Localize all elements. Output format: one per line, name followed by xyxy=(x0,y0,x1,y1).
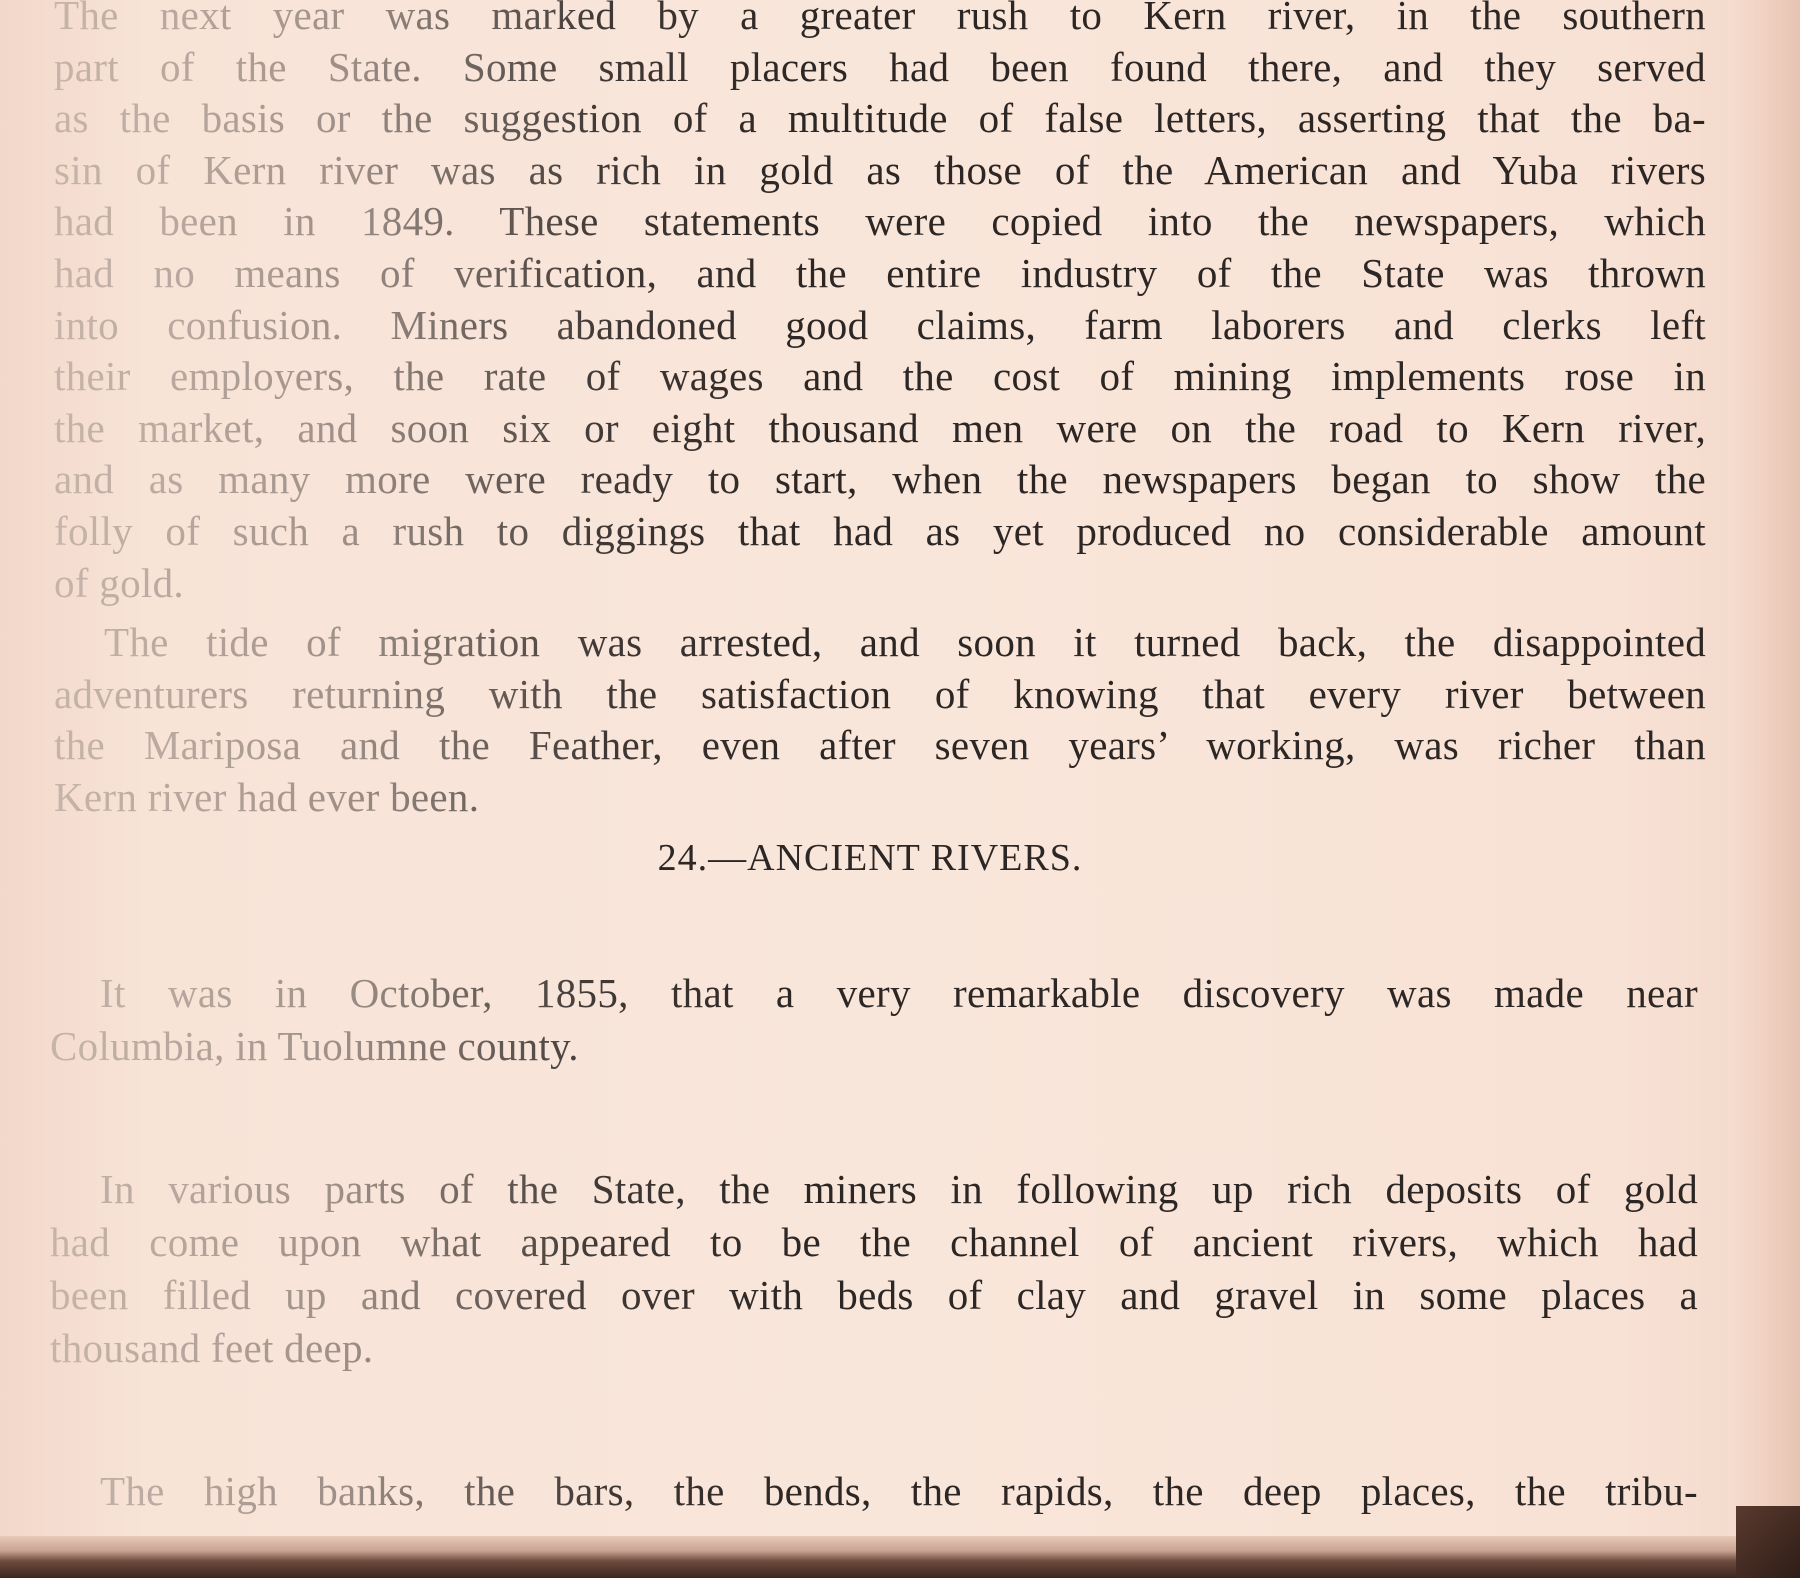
upper-text-block xyxy=(54,0,1706,824)
paragraph-tide-of-migration xyxy=(54,617,1706,823)
text-line: the Mariposa and the Feather, even after seven years’ working, was richer than xyxy=(54,720,1706,772)
text-line: as the basis or the suggestion of a multitude of false letters, asserting that the ba- xyxy=(54,93,1706,145)
paragraph-ancient-channels xyxy=(50,1163,1698,1375)
section-heading: 24.—ANCIENT RIVERS. xyxy=(657,837,1083,879)
text-line: the market, and soon six or eight thousand men were on the road to Kern river, xyxy=(54,403,1706,455)
paragraph-kern-river-rush xyxy=(54,0,1706,609)
text-line: and as many more were ready to start, when the newspapers began to show the xyxy=(54,454,1706,506)
text-line: The high banks, the bars, the bends, the rapids, the deep places, the tribu- xyxy=(50,1465,1698,1518)
text-line: In various parts of the State, the miners in following up rich deposits of gold xyxy=(50,1163,1698,1216)
text-line: of gold. xyxy=(54,558,1706,610)
page-gutter-shadow xyxy=(1728,0,1800,1578)
lower-text-block xyxy=(50,926,1698,1559)
paragraph-gap xyxy=(50,1416,1698,1424)
text-line: thousand feet deep. xyxy=(50,1322,1698,1375)
paragraph-high-banks xyxy=(50,1465,1698,1518)
text-line: had been in 1849. These statements were copied into the newspapers, which xyxy=(54,196,1706,248)
paragraph-gap xyxy=(54,609,1706,617)
paragraph-gap xyxy=(50,1114,1698,1122)
text-line: had no means of verification, and the entire industry of the State was thrown xyxy=(54,248,1706,300)
text-line: It was in October, 1855, that a very remarkable discovery was made near xyxy=(50,967,1698,1020)
text-line: part of the State. Some small placers had been found there, and they served xyxy=(54,42,1706,94)
text-line: their employers, the rate of wages and the cost of mining implements rose in xyxy=(54,351,1706,403)
text-line: The next year was marked by a greater rush to Kern river, in the southern xyxy=(54,0,1706,42)
text-line: The tide of migration was arrested, and soon it turned back, the disappointed xyxy=(54,617,1706,669)
text-line: sin of Kern river was as rich in gold as those of the American and Yuba rivers xyxy=(54,145,1706,197)
text-line: Kern river had ever been. xyxy=(54,772,1706,824)
text-line: been filled up and covered over with beds of clay and gravel in some places a xyxy=(50,1269,1698,1322)
book-cover-corner xyxy=(1736,1506,1800,1578)
text-line: into confusion. Miners abandoned good claims, farm laborers and clerks left xyxy=(54,300,1706,352)
text-line: adventurers returning with the satisfaction of knowing that every river between xyxy=(54,669,1706,721)
text-line: had come upon what appeared to be the channel of ancient rivers, which had xyxy=(50,1216,1698,1269)
text-line: folly of such a rush to diggings that had as yet produced no considerable amount xyxy=(54,506,1706,558)
paragraph-discovery-columbia xyxy=(50,967,1698,1073)
text-line: Columbia, in Tuolumne county. xyxy=(50,1020,1698,1073)
